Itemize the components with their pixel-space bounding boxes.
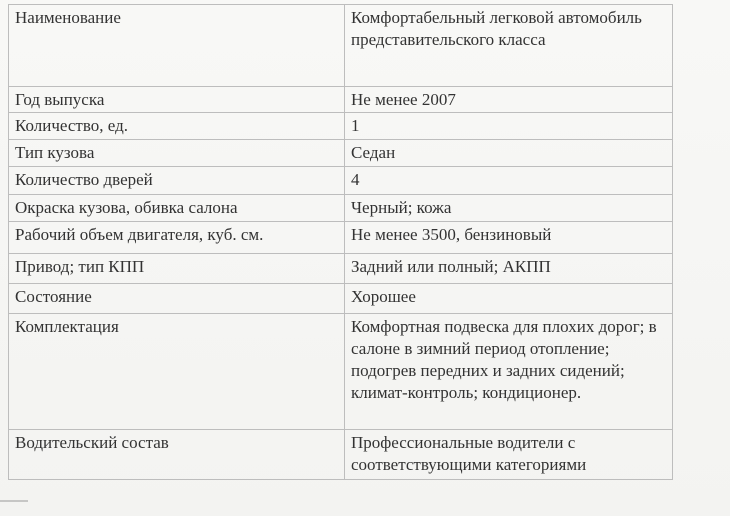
row-label: Количество дверей [9,167,345,195]
table-row [9,167,673,195]
specification-table [8,4,673,480]
row-label: Водительский состав [9,430,345,480]
row-label: Количество, ед. [9,113,345,140]
table-row [9,113,673,140]
row-label: Окраска кузова, обивка салона [9,195,345,222]
table-row [9,222,673,254]
table-row [9,430,673,480]
table-row [9,195,673,222]
row-value: Не менее 2007 [345,87,673,113]
row-value: Черный; кожа [345,195,673,222]
row-label: Рабочий объем двигателя, куб. см. [9,222,345,254]
table-row [9,5,673,87]
row-value: Не менее 3500, бензиновый [345,222,673,254]
table-row [9,254,673,284]
row-label: Год выпуска [9,87,345,113]
row-value: Задний или полный; АКПП [345,254,673,284]
row-value: Комфортная подвеска для плохих дорог; в салоне в зимний период отопление; подогрев передних и задних сидений; климат-контроль; кондиционер. [345,314,673,430]
row-label: Тип кузова [9,140,345,167]
table-row [9,87,673,113]
row-value: Седан [345,140,673,167]
row-label: Состояние [9,284,345,314]
row-value: Профессиональные водители с соответствующими категориями [345,430,673,480]
scan-artifact [0,500,28,502]
row-label: Привод; тип КПП [9,254,345,284]
row-value: Хорошее [345,284,673,314]
row-value: 4 [345,167,673,195]
row-label: Комплектация [9,314,345,430]
row-value: Комфортабельный легковой автомобиль представительского класса [345,5,673,87]
table-row [9,284,673,314]
row-label: Наименование [9,5,345,87]
table-row [9,140,673,167]
row-value: 1 [345,113,673,140]
table-row [9,314,673,430]
